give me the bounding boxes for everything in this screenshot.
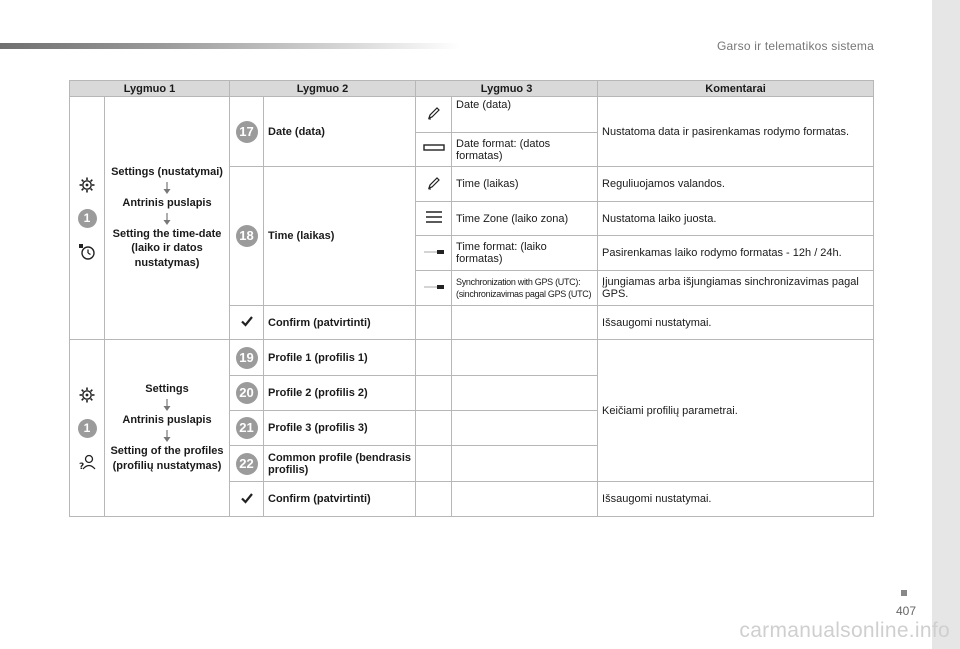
empty-cell	[452, 446, 598, 482]
page-number: 407	[895, 604, 916, 618]
arrow-down-icon	[162, 430, 172, 442]
comment-text: Reguliuojamos valandos.	[598, 167, 874, 202]
arrow-down-icon	[162, 213, 172, 225]
flow-step-secondary-page: Antrinis puslapis	[122, 196, 212, 209]
level2-label: Profile 3 (profilis 3)	[264, 411, 416, 446]
pencil-icon	[426, 105, 442, 121]
level1-icons-cell	[70, 97, 105, 340]
level2-icon-cell	[230, 482, 264, 517]
gear-icon	[77, 175, 97, 195]
level3-label: Time (laikas)	[452, 167, 598, 202]
comment-text: Nustatoma laiko juosta.	[598, 202, 874, 236]
step-badge: 17	[236, 121, 258, 143]
level2-badge-cell	[230, 411, 264, 446]
level3-label: Date format: (datos formatas)	[452, 133, 598, 167]
step-badge: 22	[236, 453, 258, 475]
level2-label: Confirm (patvirtinti)	[264, 306, 416, 340]
level3-icon-cell	[416, 167, 452, 202]
comment-text: Nustatoma data ir pasirenkamas rodymo formatas.	[598, 97, 874, 167]
flow-step-settings: Settings (nustatymai)	[111, 165, 223, 178]
clock-icon	[77, 242, 97, 262]
level3-label: Date (data)	[452, 97, 598, 133]
rectangle-icon	[423, 143, 445, 153]
level1-flow-cell	[105, 340, 230, 517]
empty-cell	[416, 446, 452, 482]
level-badge: 1	[78, 209, 97, 228]
table-row	[70, 97, 874, 133]
empty-cell	[452, 411, 598, 446]
arrow-down-icon	[162, 399, 172, 411]
watermark: carmanualsonline.info	[739, 619, 950, 642]
level2-label: Profile 1 (profilis 1)	[264, 340, 416, 376]
decorative-gradient-bar	[0, 43, 460, 49]
profile-icon	[77, 452, 97, 472]
level2-badge-cell	[230, 446, 264, 482]
comment-text: Įjungiamas arba išjungiamas sinchronizavimas pagal GPS.	[598, 271, 874, 306]
comment-text: Pasirenkamas laiko rodymo formatas - 12h / 24h.	[598, 236, 874, 271]
page-marker	[901, 590, 907, 596]
empty-cell	[416, 340, 452, 376]
level-badge: 1	[78, 419, 97, 438]
empty-cell	[416, 411, 452, 446]
list-icon	[425, 209, 443, 225]
toggle-icon	[423, 282, 445, 292]
comment-text: Keičiami profilių parametrai.	[598, 340, 874, 482]
level3-icon-cell	[416, 202, 452, 236]
pencil-icon	[426, 175, 442, 191]
level3-label: Time Zone (laiko zona)	[452, 202, 598, 236]
column-header-comments: Komentarai	[598, 81, 874, 97]
level2-badge-cell	[230, 376, 264, 411]
toggle-icon	[423, 247, 445, 257]
gear-icon	[77, 385, 97, 405]
level3-icon-cell	[416, 271, 452, 306]
level2-badge-cell	[230, 97, 264, 167]
column-header-level2: Lygmuo 2	[230, 81, 416, 97]
comment-text: Išsaugomi nustatymai.	[598, 306, 874, 340]
flow-step-secondary-page: Antrinis puslapis	[122, 414, 212, 427]
level3-label: Time format: (laiko formatas)	[452, 236, 598, 271]
level3-icon-cell	[416, 133, 452, 167]
empty-cell	[416, 306, 452, 340]
flow-step-time-date: Setting the time-date (laiko ir datos nustatymas)	[112, 227, 222, 270]
level2-icon-cell	[230, 306, 264, 340]
svg-text:?: ?	[79, 461, 85, 472]
step-badge: 21	[236, 417, 258, 439]
level2-badge-cell	[230, 167, 264, 306]
level2-label: Profile 2 (profilis 2)	[264, 376, 416, 411]
empty-cell	[416, 376, 452, 411]
level2-label: Common profile (bendrasis profilis)	[264, 446, 416, 482]
level2-label: Date (data)	[264, 97, 416, 167]
empty-cell	[452, 482, 598, 517]
level2-label: Confirm (patvirtinti)	[264, 482, 416, 517]
page-side-strip	[932, 0, 960, 649]
step-badge: 19	[236, 347, 258, 369]
table-header-row	[70, 81, 874, 97]
level2-badge-cell	[230, 340, 264, 376]
comment-text: Išsaugomi nustatymai.	[598, 482, 874, 517]
level3-icon-cell	[416, 97, 452, 133]
page-header-title: Garso ir telematikos sistema	[717, 39, 874, 53]
level3-label: Synchronization with GPS (UTC): (sinchronizavimas pagal GPS (UTC)	[452, 271, 598, 306]
level1-flow-cell	[105, 97, 230, 340]
column-header-level1: Lygmuo 1	[70, 81, 230, 97]
empty-cell	[416, 482, 452, 517]
level1-icons-cell	[70, 340, 105, 517]
arrow-down-icon	[162, 182, 172, 194]
flow-step-profiles: Setting of the profiles (profilių nustatymas)	[110, 445, 224, 472]
table-row	[70, 340, 874, 376]
empty-cell	[452, 306, 598, 340]
level3-icon-cell	[416, 236, 452, 271]
checkmark-icon	[240, 491, 254, 505]
flow-step-settings: Settings	[145, 383, 189, 396]
checkmark-icon	[240, 314, 254, 328]
level2-label: Time (laikas)	[264, 167, 416, 306]
step-badge: 18	[236, 225, 258, 247]
empty-cell	[452, 340, 598, 376]
column-header-level3: Lygmuo 3	[416, 81, 598, 97]
empty-cell	[452, 376, 598, 411]
step-badge: 20	[236, 382, 258, 404]
settings-table	[69, 80, 874, 517]
